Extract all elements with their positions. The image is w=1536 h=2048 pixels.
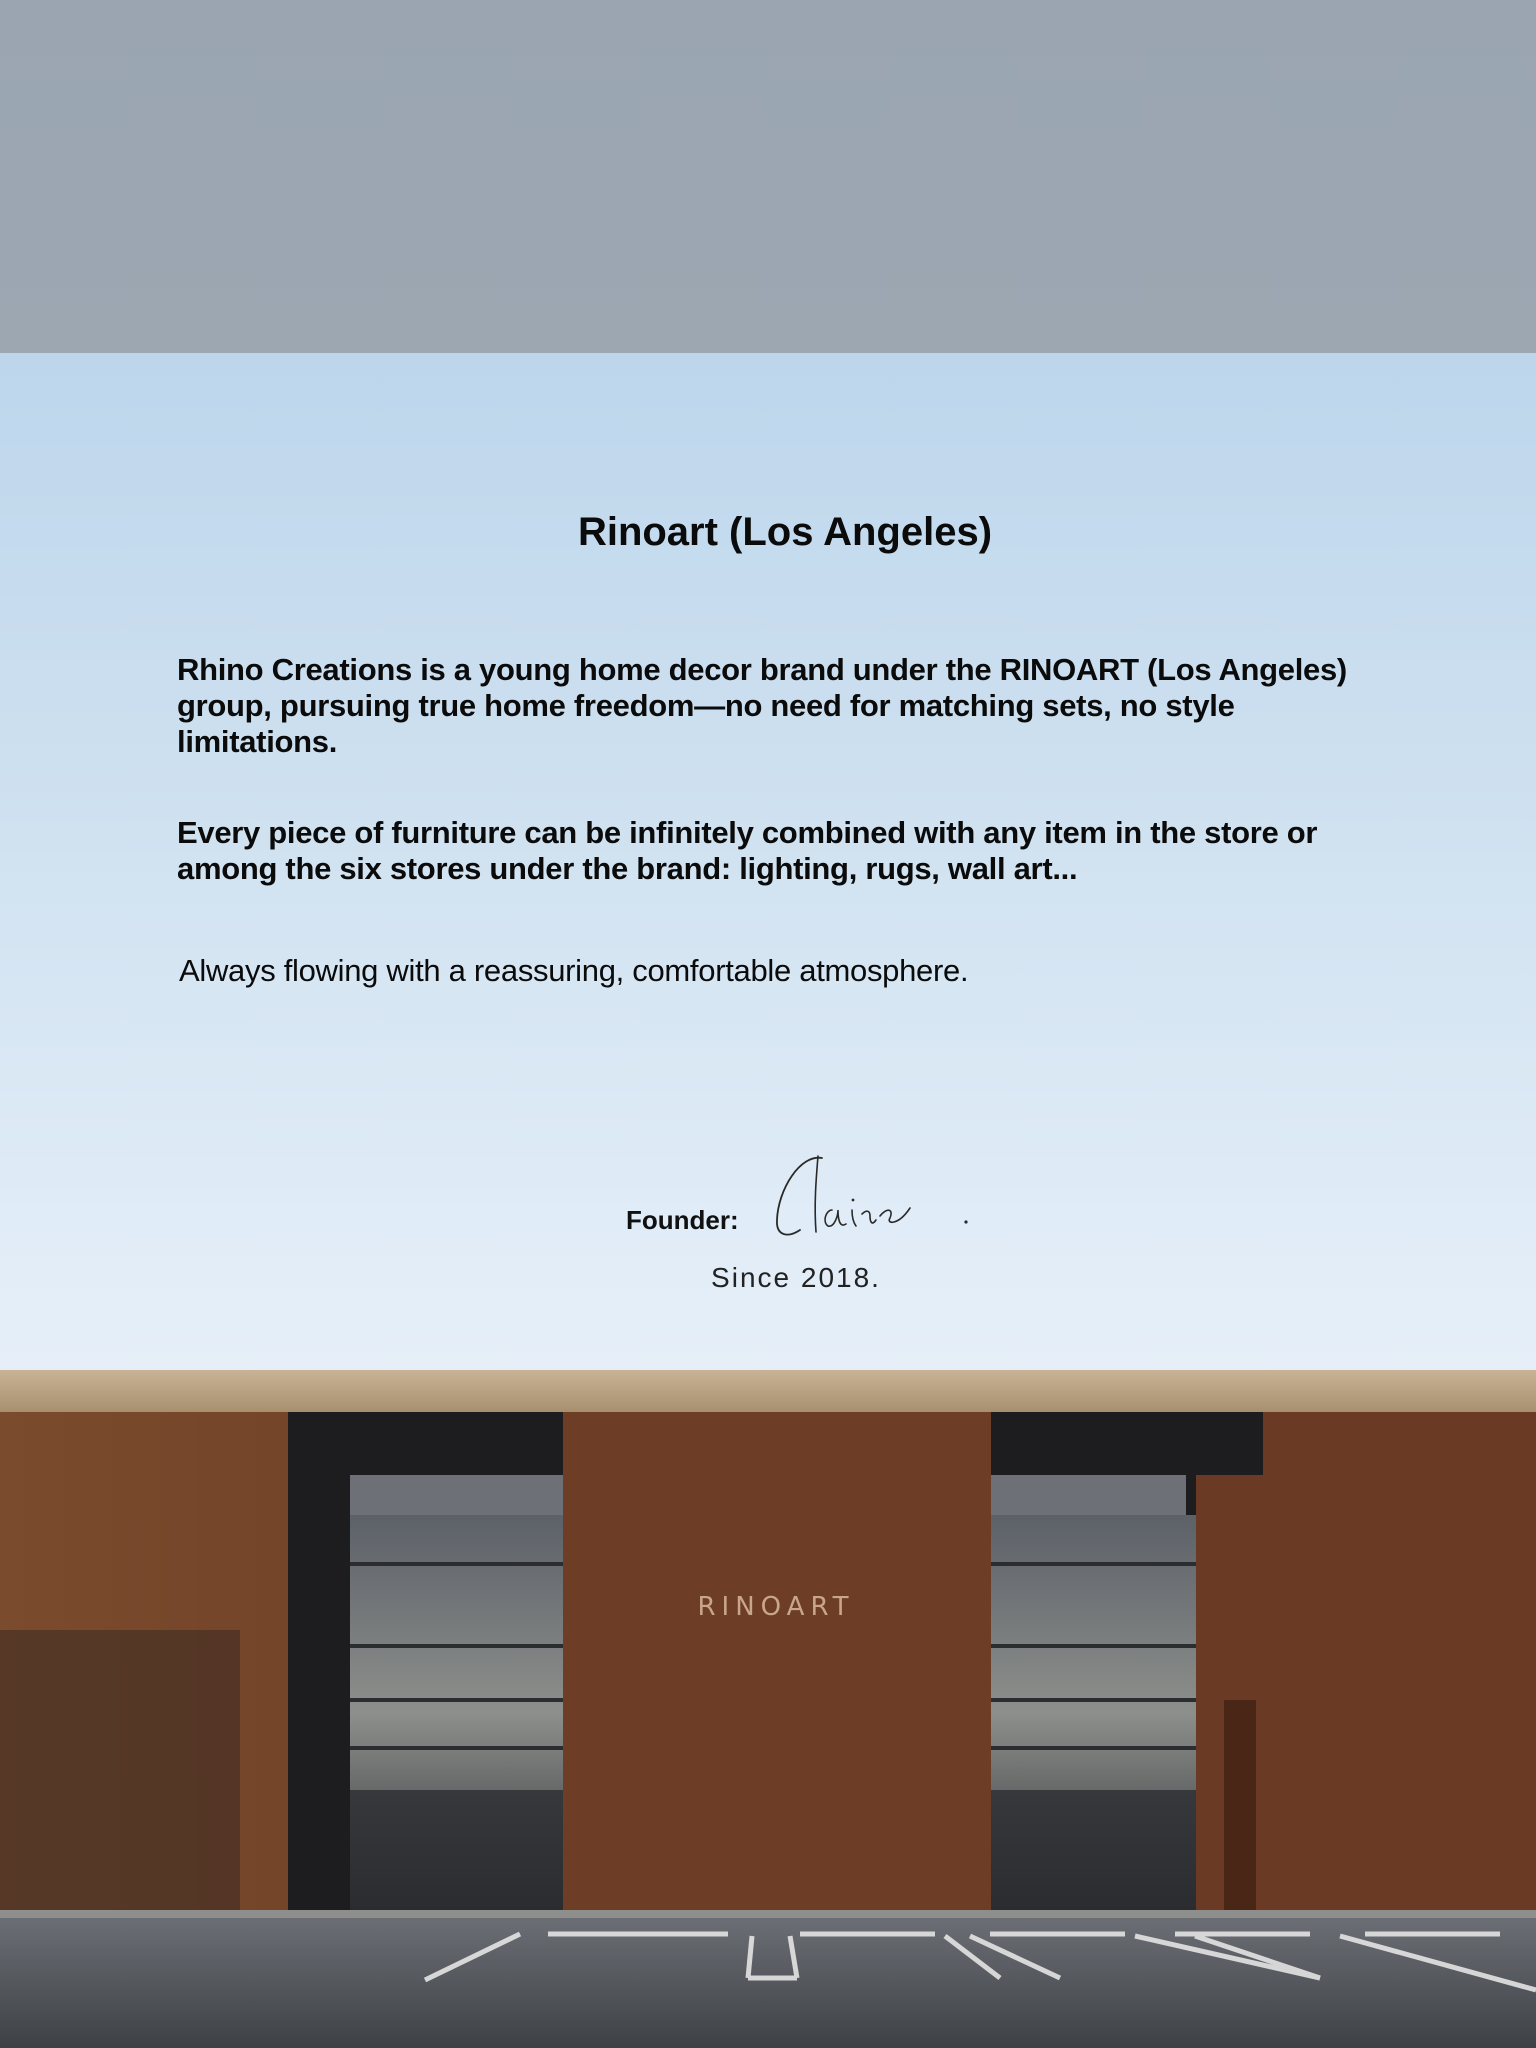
page-title: Rinoart (Los Angeles) bbox=[577, 510, 993, 554]
combination-paragraph: Every piece of furniture can be infinitely combined with any item in the store or among the six stores under the brand: lighting, rugs, wall art... bbox=[177, 815, 1318, 886]
atmosphere-paragraph: Always flowing with a reassuring, comfortable atmosphere. bbox=[179, 953, 969, 988]
since-year: Since 2018. bbox=[711, 1262, 881, 1293]
intro-paragraph: Rhino Creations is a young home decor brand under the RINOART (Los Angeles) group, pursuing true home freedom—no need for matching sets, no style limitations. bbox=[177, 652, 1347, 759]
top-gray-band bbox=[0, 0, 1536, 353]
storefront-sign: RINOART bbox=[697, 1592, 855, 1622]
founder-signature bbox=[770, 1150, 980, 1245]
founder-label: Founder: bbox=[626, 1205, 739, 1235]
storefront-photo bbox=[0, 1370, 1536, 2048]
